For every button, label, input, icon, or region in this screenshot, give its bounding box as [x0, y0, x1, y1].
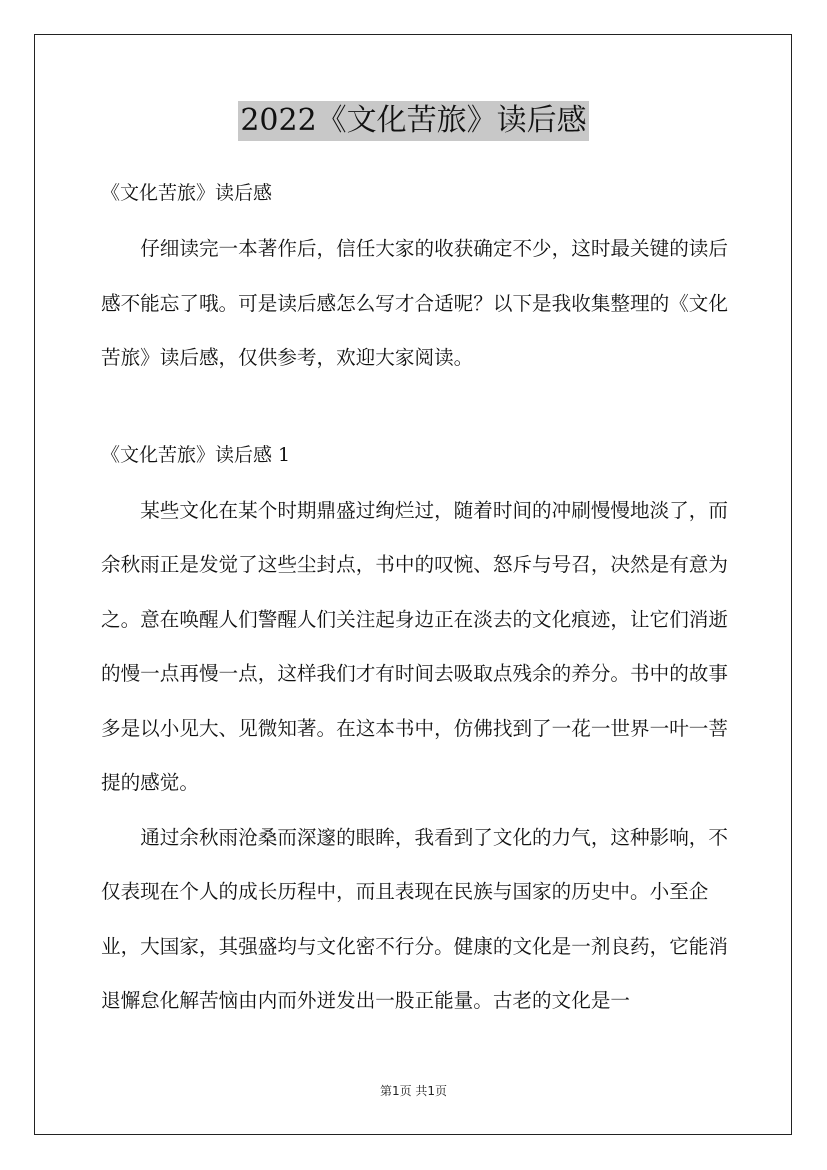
document-title: 2022《文化苦旅》读后感	[238, 101, 588, 141]
intro-block	[101, 222, 741, 386]
essay-paragraph: 某些文化在某个时期鼎盛过绚烂过，随着时间的冲刷慢慢地淡了，而余秋雨正是发觉了这些尘封点，书中的叹惋、怒斥与号召，决然是有意为之。意在唤醒人们警醒人们关注起身边正在淡去的文化痕迹，让它们消逝的慢一点再慢一点，这样我们才有时间去吸取点残余的养分。书中的故事多是以小见大、见微知著。在这本书中，仿佛找到了一花一世界一叶一菩提的感觉。	[101, 498, 728, 794]
essay-block	[101, 484, 741, 1029]
essay-paragraph: 通过余秋雨沧桑而深邃的眼眸，我看到了文化的力气，这种影响，不仅表现在个人的成长历程中，而且表现在民族与国家的历史中。小至企业，大国家，其强盛均与文化密不行分。健康的文化是一剂良药，它能消退懈怠化解苦恼由内而外迸发出一股正能量。古老的文化是一	[101, 825, 728, 1012]
page-footer: 第1页 共1页	[379, 1084, 448, 1098]
title-container	[0, 101, 827, 141]
section-heading: 《文化苦旅》读后感 1	[101, 443, 291, 466]
document-body	[101, 170, 741, 1029]
section-spacer	[101, 386, 741, 432]
intro-paragraph: 仔细读完一本著作后，信任大家的收获确定不少，这时最关键的读后感不能忘了哦。可是读后感怎么写才合适呢？以下是我收集整理的《文化苦旅》读后感，仅供参考，欢迎大家阅读。	[101, 237, 728, 369]
document-subtitle: 《文化苦旅》读后感	[101, 182, 273, 204]
